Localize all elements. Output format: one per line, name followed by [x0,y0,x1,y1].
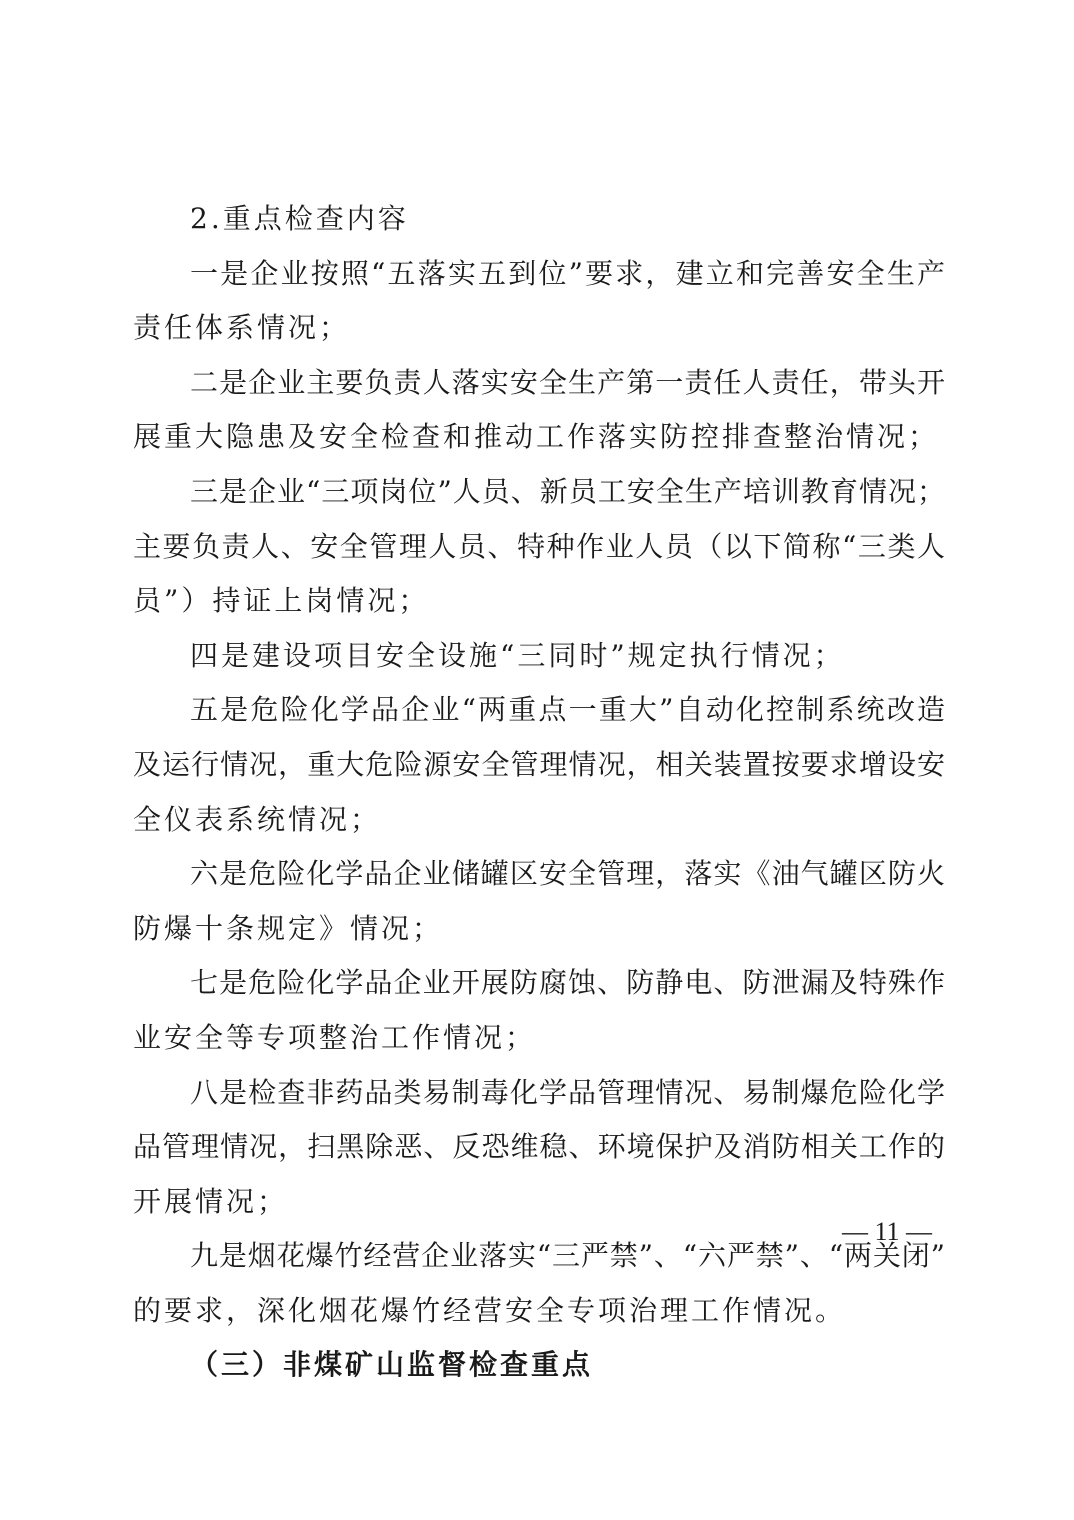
paragraph-line: 品管理情况，扫黑除恶、反恐维稳、环境保护及消防相关工作的 [133,1130,945,1164]
document-body [133,192,945,1393]
paragraph-item-8 [133,1066,945,1230]
paragraph-line: 开展情况； [133,1184,289,1218]
paragraph-line: 三是企业“三项岗位”人员、新员工安全生产培训教育情况； [190,474,945,508]
paragraph-line: 七是危险化学品企业开展防腐蚀、防静电、防泄漏及特殊作 [190,966,945,1000]
paragraph-line: 四是建设项目安全设施“三同时”规定执行情况； [190,638,845,672]
paragraph-line: 六是危险化学品企业储罐区安全管理，落实《油气罐区防火 [190,857,945,891]
paragraph-line: 五是危险化学品企业“两重点一重大”自动化控制系统改造 [190,693,945,727]
paragraph-item-4 [133,629,945,684]
paragraph-line: 一是企业按照“五落实五到位”要求，建立和完善安全生产 [190,256,945,290]
paragraph-item-6 [133,847,945,956]
paragraph-item-1 [133,247,945,356]
paragraph-item-2 [133,356,945,465]
paragraph-line: 八是检查非药品类易制毒化学品管理情况、易制爆危险化学 [190,1075,945,1109]
paragraph-line: 二是企业主要负责人落实安全生产第一责任人责任，带头开 [190,365,945,399]
paragraph-item-7 [133,956,945,1065]
paragraph-line: 业安全等专项整治工作情况； [133,1020,537,1054]
section-heading: （三）非煤矿山监督检查重点 [190,1348,594,1382]
paragraph-line: 的要求，深化烟花爆竹经营安全专项治理工作情况。 [133,1293,847,1327]
paragraph-line: 九是烟花爆竹经营企业落实“三严禁”、“六严禁”、“两关闭” [190,1239,945,1273]
paragraph-line: 责任体系情况； [133,311,351,345]
paragraph-line: 展重大隐患及安全检查和推动工作落实防控排查整治情况； [133,420,940,454]
paragraph-line: 全仪表系统情况； [133,802,382,836]
paragraph-line: 员”）持证上岗情况； [133,584,430,618]
paragraph-item-9 [133,1229,945,1338]
paragraph-line: 防爆十条规定》情况； [133,911,444,945]
paragraph-line: 主要负责人、安全管理人员、特种作业人员（以下简称“三类人 [133,529,945,563]
paragraph-item-5 [133,683,945,847]
page-number: — 11 — [842,1217,933,1246]
subsection-heading: 2.重点检查内容 [190,202,409,235]
paragraph-item-3 [133,465,945,629]
paragraph-line: 及运行情况，重大危险源安全管理情况，相关装置按要求增设安 [133,747,945,781]
